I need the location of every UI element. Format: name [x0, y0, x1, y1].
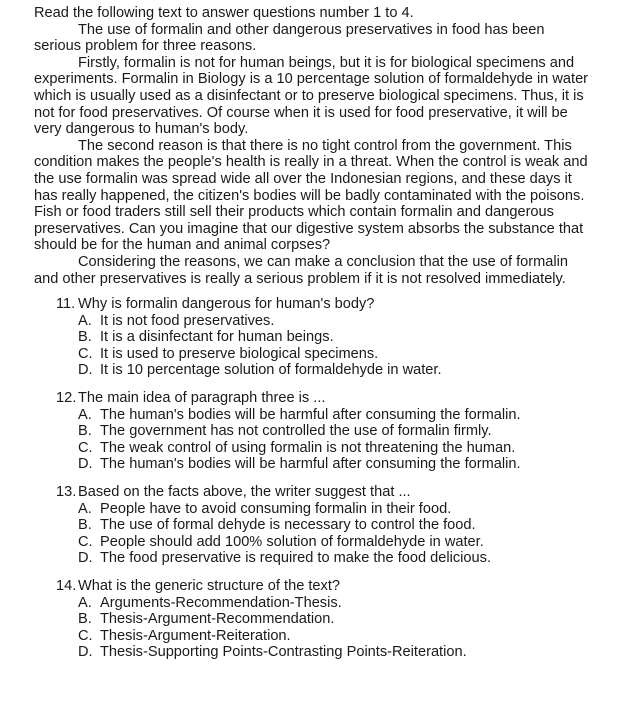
answer-option [78, 644, 594, 661]
option-letter: D. [78, 550, 93, 567]
question-14 [56, 578, 594, 661]
option-letter: C. [78, 627, 93, 644]
option-letter: B. [78, 611, 92, 628]
passage-paragraph: The second reason is that there is no tight control from the government. This condition makes the people's health is really in a threat. When the control is weak and the use formalin was spread wide all over the Indonesian regions, and these days it has really happened, the citizen's bodies will be badly contaminated with the poisons. Fish or food traders still sell their products which contain formalin and dangerous preservatives. Can you imagine that our digestive system absorbs the substance that should be for the human and animal corpses? [34, 137, 588, 254]
option-text: It is used to preserve biological specimens. [100, 345, 379, 362]
answer-option [78, 346, 594, 363]
option-text: People should add 100% solution of formaldehyde in water. [100, 533, 484, 550]
answer-option [78, 595, 594, 612]
question-text: Why is formalin dangerous for human's body? [78, 296, 375, 313]
answer-option [78, 534, 594, 551]
option-letter: D. [78, 362, 93, 379]
question-11 [56, 296, 594, 379]
option-text: Thesis-Argument-Recommendation. [100, 611, 335, 628]
answer-option [78, 362, 594, 379]
answer-option [78, 456, 594, 473]
option-text: The use of formal dehyde is necessary to control the food. [100, 517, 476, 534]
question-stem [56, 390, 594, 407]
option-text: Thesis-Supporting Points-Contrasting Points-Reiteration. [100, 644, 467, 661]
instruction-text: Read the following text to answer questions number 1 to 4. [34, 5, 414, 21]
question-text: Based on the facts above, the writer suggest that ... [78, 484, 411, 501]
option-letter: C. [78, 533, 93, 550]
option-letter: A. [78, 312, 92, 329]
option-letter: A. [78, 406, 92, 423]
question-list [34, 296, 594, 661]
option-text: The human's bodies will be harmful after consuming the formalin. [100, 456, 521, 473]
question-stem [56, 296, 594, 313]
answer-option [78, 329, 594, 346]
answer-option [78, 407, 594, 424]
question-number: 13. [56, 484, 77, 501]
answer-options [56, 313, 594, 379]
option-text: It is not food preservatives. [100, 312, 275, 329]
question-number: 14. [56, 578, 77, 594]
option-letter: B. [78, 423, 92, 440]
option-letter: C. [78, 439, 93, 456]
answer-option [78, 313, 594, 330]
question-stem [56, 484, 594, 501]
question-stem [56, 578, 594, 595]
option-letter: A. [78, 500, 92, 517]
option-letter: D. [78, 644, 93, 661]
document-page [34, 5, 594, 672]
option-letter: D. [78, 456, 93, 473]
passage-paragraph: Firstly, formalin is not for human beings, but it is for biological specimens and experiments. Formalin in Biology is a 10 percentage solution of formaldehyde in water which is usually used as a disinfectant or to preserve biological specimens. Thus, it is not for food preservatives. Of course when it is used for food preservative, it will be very dangerous to human's body. [34, 54, 589, 138]
answer-option [78, 440, 594, 457]
passage-paragraph: Considering the reasons, we can make a conclusion that the use of formalin and other preservatives is really a serious problem if it is not resolved immediately. [34, 253, 568, 287]
answer-option [78, 501, 594, 518]
option-text: The government has not controlled the use of formalin firmly. [100, 423, 492, 440]
answer-option [78, 628, 594, 645]
option-text: The human's bodies will be harmful after consuming the formalin. [100, 406, 521, 423]
reading-passage [34, 22, 594, 288]
passage-paragraph: The use of formalin and other dangerous preservatives in food has been serious problem for three reasons. [34, 21, 545, 55]
question-12 [56, 390, 594, 473]
option-text: The weak control of using formalin is not threatening the human. [100, 439, 516, 456]
answer-option [78, 517, 594, 534]
question-text: What is the generic structure of the text? [78, 578, 341, 594]
question-number: 11. [56, 296, 76, 313]
option-letter: C. [78, 345, 93, 362]
option-text: It is 10 percentage solution of formaldehyde in water. [100, 362, 442, 379]
answer-options [56, 501, 594, 567]
option-text: The food preservative is required to make the food delicious. [100, 550, 492, 567]
option-text: It is a disinfectant for human beings. [100, 329, 334, 346]
option-text: Arguments-Recommendation-Thesis. [100, 594, 342, 611]
answer-options [56, 595, 594, 661]
option-letter: A. [78, 594, 92, 611]
option-letter: B. [78, 329, 92, 346]
question-13 [56, 484, 594, 567]
answer-option [78, 550, 594, 567]
option-text: People have to avoid consuming formalin in their food. [100, 500, 452, 517]
answer-option [78, 423, 594, 440]
option-text: Thesis-Argument-Reiteration. [100, 627, 291, 644]
answer-option [78, 611, 594, 628]
answer-options [56, 407, 594, 473]
option-letter: B. [78, 517, 92, 534]
question-number: 12. [56, 390, 77, 407]
question-text: The main idea of paragraph three is ... [78, 390, 326, 407]
